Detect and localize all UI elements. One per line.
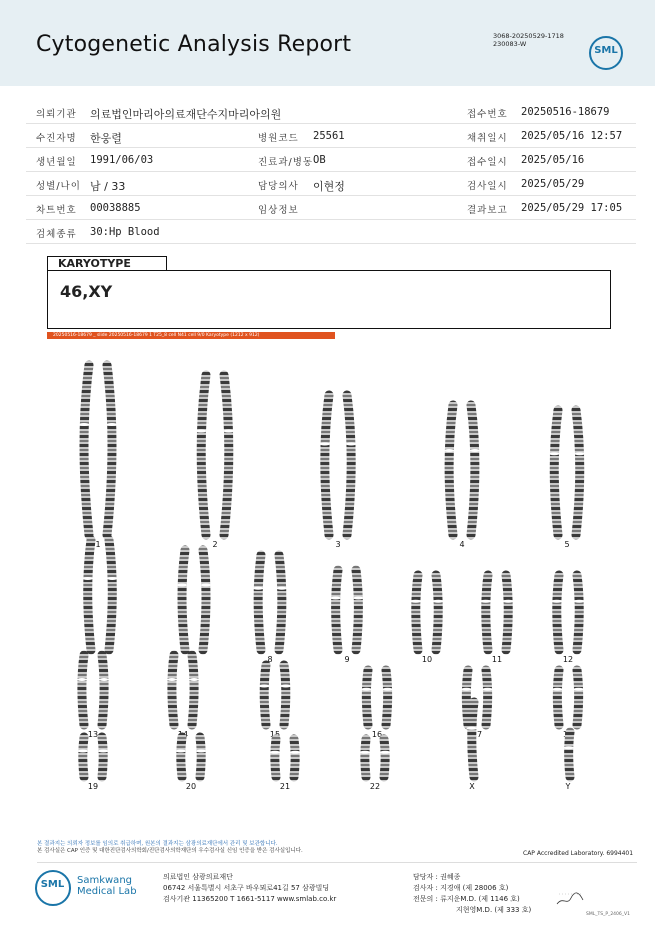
centromere [82, 577, 93, 580]
chromosome-5 [554, 410, 558, 535]
chromosome-5 [576, 410, 580, 535]
chromosome-pair-4 [444, 405, 481, 549]
centromere [196, 750, 207, 753]
karyotype-result-box [47, 270, 611, 329]
chromosome-label-12: 12 [562, 655, 574, 664]
chromosome-pair-6 [82, 540, 118, 664]
centromere [461, 688, 472, 691]
centromere [99, 678, 110, 681]
report-header [0, 0, 655, 86]
chromosome-label-5: 5 [564, 540, 570, 549]
chromosome-9 [336, 570, 338, 650]
value-receipt-date: 2025/05/16 [521, 154, 585, 166]
centromere [107, 423, 118, 426]
centromere [359, 751, 370, 754]
lab-name [77, 875, 137, 897]
label-specimen-type: 검체종류 [36, 229, 77, 240]
chromosome-pair-15 [259, 665, 292, 739]
chromosome-label-X: X [469, 782, 475, 791]
cap-accreditation: CAP Accredited Laboratory. 6994401 [523, 850, 634, 857]
lab-address-line-2: 06742 서울특별시 서초구 바우뫼로41길 57 삼광빌딩 [163, 884, 330, 892]
label-birth-date: 생년월일 [36, 157, 77, 168]
chromosome-15 [284, 665, 286, 725]
document-id-line-2: 230083-W [493, 40, 527, 48]
chromosome-label-Y: Y [565, 782, 571, 791]
chromosome-7 [182, 550, 185, 650]
footer-sml-logo [35, 870, 71, 906]
label-receipt-date: 접수일시 [467, 157, 508, 168]
chromosome-14 [191, 655, 197, 725]
chromosome-1 [107, 365, 112, 535]
label-chart-number: 차트번호 [36, 205, 77, 216]
chromosome-label-21: 21 [279, 782, 291, 791]
lab-name-line-2: Medical Lab [77, 886, 137, 897]
centromere [319, 443, 330, 446]
chromosome-pair-22 [359, 739, 390, 791]
value-specimen-type: 30:Hp Blood [90, 226, 160, 238]
chromosome-19 [83, 737, 84, 777]
chromosome-label-17: 17 [471, 730, 483, 739]
chromosome-label-6: 6 [97, 655, 103, 664]
chromosome-22 [365, 739, 366, 777]
chromosome-label-18: 18 [562, 730, 574, 739]
chromosome-pair-19 [77, 737, 108, 791]
chromosome-16 [386, 670, 388, 725]
label-requesting-institution: 의뢰기관 [36, 109, 77, 120]
chromosome-label-1: 1 [95, 540, 101, 549]
centromere [280, 685, 291, 688]
centromere [330, 597, 341, 600]
chromosome-pair-14 [166, 655, 199, 739]
centromere [79, 423, 90, 426]
centromere [482, 688, 493, 691]
chromosome-label-11: 11 [491, 655, 503, 664]
staff-specialist-2: 지현영M.D. (제 333 호) [456, 906, 532, 914]
signature [555, 886, 585, 908]
value-hospital-code: 25561 [313, 130, 345, 142]
chromosome-2 [224, 375, 229, 535]
chromosome-12 [577, 575, 579, 650]
chromosome-pair-9 [330, 570, 364, 664]
chromosome-label-15: 15 [269, 730, 281, 739]
karyotype-label: KARYOTYPE [47, 256, 167, 270]
chromosome-3 [347, 395, 351, 535]
chromosome-17 [466, 670, 468, 725]
document-id-line-1: 3068-20250529-1718 [493, 32, 564, 40]
chromosome-label-19: 19 [87, 782, 99, 791]
chromosome-20 [181, 737, 182, 777]
form-code: SML_TS_P_2406_V1 [586, 912, 630, 917]
chromosome-label-13: 13 [87, 730, 99, 739]
chromosome-label-8: 8 [267, 655, 273, 664]
chromosome-18 [557, 670, 559, 725]
footer-note-1: 본 결과지는 의뢰자 정보를 임의로 취급하며, 원본의 결과지는 삼광의료재단에서 관리 및 보관합니다. [37, 841, 278, 847]
centromere [77, 750, 88, 753]
footer-note-2: 본 검사실은 CAP 인증 및 대한진단검사의학회/진단검사의학재단의 우수검사실 신임 인증을 받은 검사실입니다. [37, 848, 303, 854]
lab-address [163, 872, 336, 905]
centromere [573, 688, 584, 691]
footer-divider [37, 862, 637, 863]
label-department: 진료과/병동 [258, 157, 314, 168]
chromosome-label-2: 2 [212, 540, 218, 549]
chromosome-X [472, 702, 474, 777]
info-row [26, 220, 636, 244]
chromosome-17 [486, 670, 488, 725]
chromosome-16 [366, 670, 368, 725]
centromere [361, 688, 372, 691]
chromosome-label-22: 22 [369, 782, 381, 791]
sml-logo-text: SML [594, 45, 618, 56]
centromere [166, 678, 177, 681]
chromosome-3 [325, 395, 329, 535]
chromosome-22 [384, 739, 385, 777]
chromosome-label-9: 9 [344, 655, 350, 664]
centromere [290, 751, 301, 754]
chromosome-20 [200, 737, 201, 777]
chromosome-10 [436, 575, 438, 650]
centromere [259, 685, 270, 688]
chromosome-2 [201, 375, 206, 535]
centromere [253, 587, 264, 590]
karyogram [40, 345, 620, 805]
centromere [549, 452, 560, 455]
centromere [76, 678, 87, 681]
centromere [346, 443, 357, 446]
document-id [493, 32, 564, 48]
label-patient-name: 수진자명 [36, 133, 77, 144]
centromere [469, 449, 480, 452]
value-test-date: 2025/05/29 [521, 178, 585, 190]
chromosome-pair-20 [175, 737, 206, 791]
value-requesting-institution: 의료법인마리아의료재단수지마리아의원 [90, 108, 282, 121]
label-collection-time: 채취일시 [467, 133, 508, 144]
image-info-strip: 20250516-18679 _ slide 20250516-18679 1 T25_8 cell N41 cell 9/0 Karyotype (1212 x 912) [47, 332, 335, 339]
centromere [189, 678, 200, 681]
info-row [26, 124, 636, 148]
chromosome-pair-10 [410, 575, 444, 664]
value-physician: 이현정 [313, 180, 345, 193]
chromosome-6 [109, 540, 112, 650]
chromosome-Y [569, 732, 570, 777]
centromere [480, 600, 491, 603]
value-department: OB [313, 154, 326, 166]
chromosome-9 [356, 570, 358, 650]
chromosome-15 [264, 665, 266, 725]
chromosome-pair-21 [269, 739, 300, 791]
lab-address-line-1: 의료법인 삼광의료재단 [163, 873, 233, 881]
centromere [574, 452, 585, 455]
value-report-time: 2025/05/29 17:05 [521, 202, 623, 214]
sml-logo [589, 36, 623, 70]
centromere [196, 430, 207, 433]
centromere [98, 750, 109, 753]
chromosome-pair-16 [361, 670, 393, 739]
centromere [201, 584, 212, 587]
chromosome-label-3: 3 [335, 540, 341, 549]
chromosome-7 [203, 550, 206, 650]
chromosome-pair-1 [79, 365, 118, 549]
chromosome-6 [88, 540, 91, 650]
staff-list [413, 872, 531, 916]
chromosome-14 [172, 655, 174, 725]
chromosome-pair-5 [549, 410, 586, 549]
info-row [26, 100, 636, 124]
value-sex-age: 남 / 33 [90, 180, 126, 193]
chromosome-10 [416, 575, 418, 650]
label-clinical-info: 임상정보 [258, 205, 299, 216]
centromere [175, 750, 186, 753]
chromosome-4 [449, 405, 453, 535]
label-receipt-number: 접수번호 [467, 109, 508, 120]
chromosome-pair-8 [253, 555, 288, 664]
centromere [107, 577, 118, 580]
info-row [26, 172, 636, 196]
chromosome-12 [557, 575, 559, 650]
chromosome-4 [471, 405, 475, 535]
value-patient-name: 한웅렬 [90, 132, 122, 145]
centromere [552, 688, 563, 691]
chromosome-pair-7 [177, 550, 212, 664]
chromosome-label-4: 4 [459, 540, 465, 549]
centromere [177, 584, 188, 587]
chromosome-19 [102, 737, 103, 777]
chromosome-18 [577, 670, 579, 725]
chromosome-pair-12 [551, 575, 585, 664]
chromosome-pair-11 [480, 575, 514, 664]
staff-specialist-1: 전문의 : 류지운M.D. (제 1146 호) [413, 895, 520, 903]
label-sex-age: 성별/나이 [36, 181, 81, 192]
chromosome-pair-Y [563, 732, 574, 791]
centromere [382, 688, 393, 691]
chromosome-pair-2 [196, 375, 235, 549]
chromosome-8 [258, 555, 261, 650]
value-receipt-number: 20250516-18679 [521, 106, 610, 118]
chromosome-label-7: 7 [191, 655, 197, 664]
lab-address-line-3: 검사기관 11365200 T 1661-5117 www.smlab.co.kr [163, 895, 337, 903]
centromere [574, 600, 585, 603]
centromere [466, 727, 477, 730]
patient-info-table [26, 100, 636, 244]
chromosome-13 [102, 655, 104, 725]
centromere [433, 600, 444, 603]
value-chart-number: 00038885 [90, 202, 141, 214]
chromosome-label-10: 10 [421, 655, 433, 664]
chromosome-pair-13 [76, 655, 109, 739]
footer-logo-text: SML [40, 879, 65, 890]
centromere [380, 751, 391, 754]
centromere [551, 600, 562, 603]
chromosome-1 [84, 365, 89, 535]
label-test-date: 검사일시 [467, 181, 508, 192]
chromosome-21 [294, 739, 295, 777]
staff-manager: 담당자 : 권혜종 [413, 873, 461, 881]
centromere [276, 587, 287, 590]
centromere [269, 751, 280, 754]
label-hospital-code: 병원코드 [258, 133, 299, 144]
label-physician: 담당의사 [258, 181, 299, 192]
report-title: Cytogenetic Analysis Report [36, 32, 352, 57]
centromere [223, 430, 234, 433]
chromosome-21 [275, 739, 276, 777]
label-report-time: 결과보고 [467, 205, 508, 216]
chromosome-8 [279, 555, 282, 650]
centromere [444, 449, 455, 452]
centromere [410, 600, 421, 603]
chromosome-label-16: 16 [371, 730, 383, 739]
centromere [353, 597, 364, 600]
chromosome-pair-3 [319, 395, 356, 549]
staff-tester: 검사자 : 지경애 (제 28006 호) [413, 884, 509, 892]
lab-name-line-1: Samkwang [77, 875, 132, 886]
footer-notes [37, 841, 303, 855]
info-row [26, 148, 636, 172]
chromosome-label-20: 20 [185, 782, 197, 791]
karyotype-result: 46,XY [60, 282, 113, 301]
chromosome-13 [82, 655, 84, 725]
chromosome-11 [506, 575, 508, 650]
centromere [503, 600, 514, 603]
chromosome-11 [486, 575, 488, 650]
value-birth-date: 1991/06/03 [90, 154, 154, 166]
info-row [26, 196, 636, 220]
centromere [563, 746, 574, 749]
value-collection-time: 2025/05/16 12:57 [521, 130, 623, 142]
chromosome-label-14: 14 [177, 730, 189, 739]
